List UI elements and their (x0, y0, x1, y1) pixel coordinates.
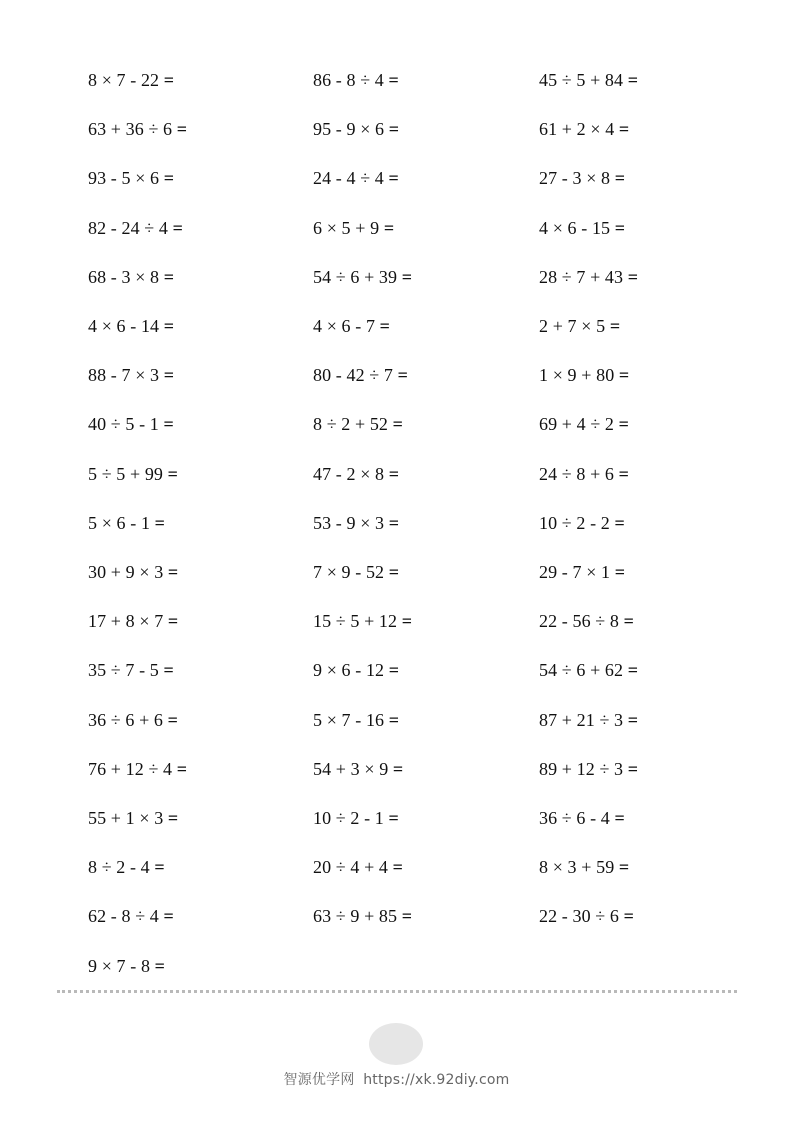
math-problem (539, 709, 638, 731)
equals-sign: = (388, 512, 400, 533)
equals-sign: = (401, 266, 413, 287)
equals-sign: = (623, 611, 634, 632)
math-problem (539, 217, 625, 239)
equals-sign: = (627, 70, 639, 90)
math-problem (313, 758, 403, 780)
equals-sign: = (388, 168, 399, 189)
math-problem (313, 167, 399, 189)
problem-expression: 6 × 5 + 9 (313, 217, 380, 238)
problem-expression: 7 × 9 - 52 (313, 562, 385, 582)
equals-sign: = (627, 758, 639, 779)
problem-expression: 1 × 9 + 80 (539, 365, 615, 386)
problem-expression: 95 - 9 × 6 (313, 119, 385, 140)
dotted-divider (57, 990, 737, 993)
equals-sign: = (163, 266, 175, 287)
problem-expression: 10 ÷ 2 - 2 (539, 512, 610, 533)
math-problem (88, 856, 165, 878)
equals-sign: = (163, 906, 174, 927)
math-problem (539, 512, 625, 534)
problem-expression: 82 - 24 ÷ 4 (88, 217, 168, 238)
equals-sign: = (167, 562, 179, 582)
footer-url[interactable]: https://xk.92diy.com (363, 1072, 510, 1088)
math-problem (313, 69, 399, 91)
problem-expression: 63 ÷ 9 + 85 (313, 906, 398, 927)
math-problem (313, 561, 399, 583)
problem-expression: 86 - 8 ÷ 4 (313, 70, 384, 90)
equals-sign: = (167, 709, 178, 730)
math-problem (539, 364, 629, 386)
problem-expression: 15 ÷ 5 + 12 (313, 611, 398, 632)
equals-sign: = (388, 660, 400, 681)
equals-sign: = (167, 808, 179, 828)
math-problem (88, 315, 174, 337)
equals-sign: = (388, 463, 400, 484)
equals-sign: = (388, 119, 400, 140)
math-problem (313, 118, 399, 140)
equals-sign: = (388, 808, 399, 828)
equals-sign: = (618, 119, 630, 140)
problem-expression: 80 - 42 ÷ 7 (313, 365, 393, 386)
math-problem (539, 659, 638, 681)
math-problem (313, 266, 412, 288)
problem-expression: 62 - 8 ÷ 4 (88, 906, 159, 927)
equals-sign: = (609, 316, 621, 336)
problem-expression: 36 ÷ 6 - 4 (539, 808, 610, 828)
problem-expression: 9 × 6 - 12 (313, 660, 385, 681)
problem-expression: 30 + 9 × 3 (88, 562, 164, 582)
problem-expression: 8 × 3 + 59 (539, 857, 615, 878)
equals-sign: = (379, 316, 391, 336)
problem-expression: 24 - 4 ÷ 4 (313, 168, 384, 189)
equals-sign: = (163, 70, 175, 90)
equals-sign: = (172, 217, 183, 238)
problem-expression: 54 + 3 × 9 (313, 758, 389, 779)
equals-sign: = (176, 758, 188, 779)
math-problem (88, 217, 183, 239)
math-problem (88, 69, 174, 91)
equals-sign: = (618, 414, 629, 435)
equals-sign: = (163, 316, 175, 336)
math-problem (539, 561, 625, 583)
math-problem (88, 266, 174, 288)
problem-expression: 89 + 12 ÷ 3 (539, 758, 624, 779)
footer (0, 1069, 793, 1089)
equals-sign: = (618, 365, 630, 386)
math-problem (539, 69, 638, 91)
equals-sign: = (401, 906, 413, 927)
problem-expression: 5 × 7 - 16 (313, 709, 385, 730)
math-problem (539, 610, 634, 632)
problem-expression: 36 ÷ 6 + 6 (88, 709, 164, 730)
problem-expression: 5 × 6 - 1 (88, 512, 151, 533)
problem-expression: 27 - 3 × 8 (539, 168, 611, 189)
math-problem (313, 512, 399, 534)
page-number-badge (369, 1023, 423, 1065)
equals-sign: = (176, 119, 188, 140)
problem-expression: 54 ÷ 6 + 62 (539, 660, 624, 681)
problem-expression: 4 × 6 - 14 (88, 316, 160, 336)
problem-expression: 55 + 1 × 3 (88, 808, 164, 828)
math-problem (539, 758, 638, 780)
equals-sign: = (397, 365, 408, 386)
problem-expression: 17 + 8 × 7 (88, 611, 164, 632)
math-problem (313, 463, 399, 485)
equals-sign: = (627, 660, 639, 681)
math-problem (88, 413, 174, 435)
equals-sign: = (392, 758, 404, 779)
footer-site-name: 智源优学网 (283, 1072, 355, 1088)
math-problem (539, 167, 625, 189)
problem-expression: 35 ÷ 7 - 5 (88, 660, 159, 681)
problem-expression: 8 ÷ 2 + 52 (313, 414, 389, 435)
equals-sign: = (388, 562, 400, 582)
math-problem (313, 413, 403, 435)
math-problem (313, 659, 399, 681)
math-problem (88, 758, 187, 780)
problem-expression: 22 - 30 ÷ 6 (539, 906, 619, 927)
equals-sign: = (614, 562, 626, 582)
problem-expression: 93 - 5 × 6 (88, 168, 160, 189)
math-problem (88, 709, 178, 731)
math-problem (88, 167, 174, 189)
math-problem (88, 118, 187, 140)
equals-sign: = (627, 266, 639, 287)
equals-sign: = (154, 955, 166, 976)
problem-expression: 28 ÷ 7 + 43 (539, 266, 624, 287)
problem-expression: 88 - 7 × 3 (88, 365, 160, 386)
problem-expression: 4 × 6 - 15 (539, 217, 611, 238)
problem-expression: 4 × 6 - 7 (313, 316, 376, 336)
math-problem (88, 659, 174, 681)
equals-sign: = (154, 512, 166, 533)
math-problem (539, 905, 634, 927)
equals-sign: = (627, 709, 639, 730)
equals-sign: = (154, 857, 165, 878)
math-problem (539, 413, 629, 435)
equals-sign: = (614, 217, 626, 238)
equals-sign: = (623, 906, 634, 927)
problem-expression: 24 ÷ 8 + 6 (539, 463, 615, 484)
equals-sign: = (388, 70, 399, 90)
equals-sign: = (167, 611, 179, 632)
problem-expression: 40 ÷ 5 - 1 (88, 414, 159, 435)
problem-expression: 2 + 7 × 5 (539, 316, 606, 336)
problem-expression: 29 - 7 × 1 (539, 562, 611, 582)
problem-expression: 63 + 36 ÷ 6 (88, 119, 173, 140)
math-problem (88, 364, 174, 386)
math-problem (313, 905, 412, 927)
equals-sign: = (163, 660, 174, 681)
problem-expression: 10 ÷ 2 - 1 (313, 808, 384, 828)
problem-expression: 45 ÷ 5 + 84 (539, 70, 624, 90)
equals-sign: = (163, 414, 174, 435)
math-problem (88, 807, 178, 829)
problem-expression: 5 ÷ 5 + 99 (88, 463, 164, 484)
math-problem (88, 512, 165, 534)
equals-sign: = (392, 414, 403, 435)
problem-expression: 54 ÷ 6 + 39 (313, 266, 398, 287)
equals-sign: = (618, 463, 629, 484)
math-problem (313, 364, 408, 386)
math-problem (539, 463, 629, 485)
math-problem (88, 610, 178, 632)
equals-sign: = (383, 217, 395, 238)
math-problem (88, 905, 174, 927)
problem-expression: 76 + 12 ÷ 4 (88, 758, 173, 779)
math-problem (539, 856, 629, 878)
problem-expression: 20 ÷ 4 + 4 (313, 857, 389, 878)
math-problem (539, 807, 625, 829)
equals-sign: = (163, 168, 175, 189)
problem-expression: 8 ÷ 2 - 4 (88, 857, 150, 878)
math-problem (313, 610, 412, 632)
equals-sign: = (392, 857, 403, 878)
problem-expression: 9 × 7 - 8 (88, 955, 151, 976)
equals-sign: = (163, 365, 175, 386)
problem-expression: 69 + 4 ÷ 2 (539, 414, 615, 435)
problem-expression: 53 - 9 × 3 (313, 512, 385, 533)
problem-expression: 68 - 3 × 8 (88, 266, 160, 287)
equals-sign: = (614, 168, 626, 189)
math-problem (313, 807, 399, 829)
math-problem (539, 118, 629, 140)
equals-sign: = (618, 857, 630, 878)
math-problem (313, 217, 394, 239)
equals-sign: = (614, 808, 625, 828)
equals-sign: = (388, 709, 400, 730)
math-problem (88, 561, 178, 583)
math-problem (539, 266, 638, 288)
problem-expression: 61 + 2 × 4 (539, 119, 615, 140)
problem-expression: 8 × 7 - 22 (88, 70, 160, 90)
problem-expression: 47 - 2 × 8 (313, 463, 385, 484)
math-problem (88, 955, 165, 977)
equals-sign: = (167, 463, 178, 484)
problem-expression: 87 + 21 ÷ 3 (539, 709, 624, 730)
equals-sign: = (614, 512, 625, 533)
math-problem (313, 709, 399, 731)
math-problem (88, 463, 178, 485)
math-problem (313, 856, 403, 878)
math-problem (313, 315, 390, 337)
equals-sign: = (401, 611, 413, 632)
problem-expression: 22 - 56 ÷ 8 (539, 611, 619, 632)
math-problem (539, 315, 620, 337)
